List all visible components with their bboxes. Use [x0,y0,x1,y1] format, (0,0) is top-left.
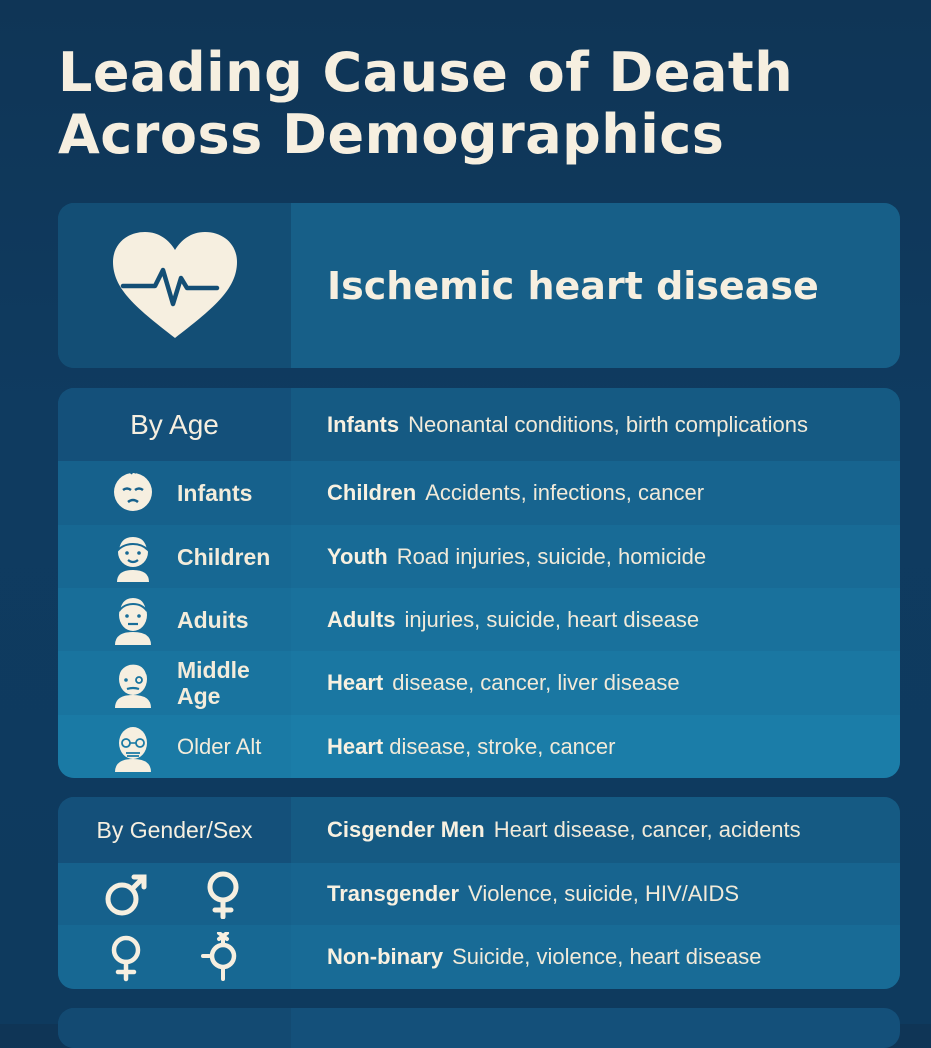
title-line-1: Leading Cause of Death [58,41,794,104]
age-cause-group: Infants [327,411,400,437]
gender-icons-top [58,863,291,925]
title-line-2: Across Demographics [58,103,725,166]
age-cause-4 [291,588,900,651]
age-cause-group: Heart [327,670,384,695]
older-adult-face-icon [111,722,155,772]
heart-pulse-icon [109,230,241,342]
overall-cause-cell [291,203,900,368]
overall-cause-label: Ischemic heart disease [327,263,819,308]
page-title [58,42,878,166]
age-cause-text: Road injuries, suicide, homicide [396,543,707,569]
gender-cause-text: Heart disease, cancer, acidents [493,817,801,842]
age-group-infants [58,461,291,525]
age-group-older-adults [58,715,291,778]
by-age-header: By Age [58,388,291,461]
age-cause-text: disease, cancer, liver disease [392,670,680,695]
age-cause-6 [291,715,900,778]
gender-cause-group: Non-binary [327,944,444,969]
child-face-icon [111,532,155,582]
gender-cause-1 [291,797,900,863]
next-section-card [58,1008,900,1048]
age-cause-text: injuries, suicide, heart disease [404,606,700,632]
gender-cause-text: Violence, suicide, HIV/AIDS [468,881,740,906]
age-group-adults [58,588,291,651]
age-cause-text: Accidents, infections, cancer [425,480,705,505]
age-group-label: Aduits [177,606,249,633]
by-age-card [58,388,900,778]
age-group-middle-age [58,651,291,715]
female-symbol-icon [102,932,150,982]
age-cause-text: disease, stroke, cancer [389,733,616,759]
gender-icons-bottom [58,925,291,989]
age-cause-group: Heart [327,733,384,759]
middle-age-face-icon [111,658,155,708]
by-gender-card [58,797,900,989]
gender-cause-2 [291,863,900,925]
age-cause-group: Youth [327,543,388,569]
age-group-label: Infants [177,480,253,506]
overall-cause-card [58,203,900,368]
gender-row-3 [58,925,900,989]
by-gender-header: By Gender/Sex [58,797,291,863]
age-cause-2 [291,461,900,525]
gender-cause-group: Transgender [327,881,460,906]
age-row-3 [58,525,900,588]
age-cause-text: Neonantal conditions, birth complications [408,411,809,437]
age-cause-group: Children [327,480,417,505]
non-binary-symbol-icon [199,932,247,982]
gender-row-2 [58,863,900,925]
gender-row-1 [58,797,900,863]
age-row-2 [58,461,900,525]
age-cause-group: Adults [327,606,396,632]
gender-cause-text: Suicide, violence, heart disease [452,944,762,969]
age-group-label: Older Alt [177,733,262,759]
age-group-children [58,525,291,588]
age-row-1 [58,388,900,461]
infant-face-icon [111,468,155,518]
age-cause-5 [291,651,900,715]
overall-icon-cell [58,203,291,368]
age-group-label: Middle Age [177,657,250,709]
next-section-left-cell [58,1008,291,1048]
male-symbol-icon [102,869,150,919]
female-symbol-icon [199,869,247,919]
gender-cause-group: Cisgender Men [327,817,485,842]
gender-cause-3 [291,925,900,989]
age-cause-1 [291,388,900,461]
age-row-6 [58,715,900,778]
adult-face-icon [111,595,155,645]
age-row-5 [58,651,900,715]
age-cause-3 [291,525,900,588]
age-row-4 [58,588,900,651]
age-group-label: Children [177,543,271,570]
